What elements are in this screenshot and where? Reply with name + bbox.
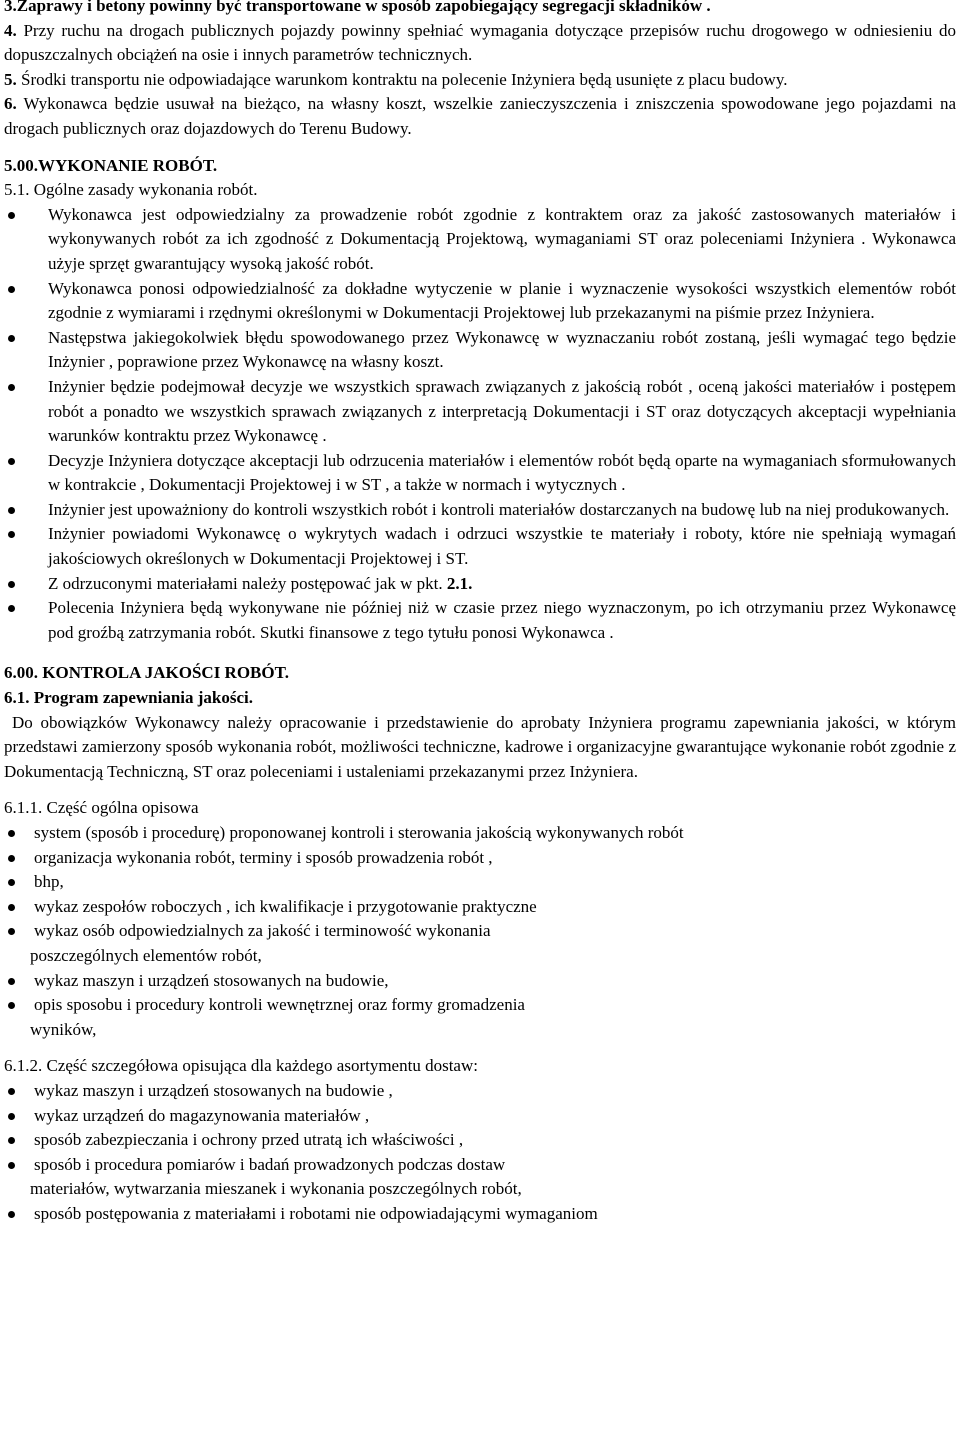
list-item: [0, 1128, 960, 1153]
list-item-text: bhp,: [34, 872, 64, 892]
list-item-text: sposób postępowania z materiałami i robotami nie odpowiadającymi wymaganiom: [34, 1203, 598, 1223]
general-description-list: [0, 821, 960, 944]
list-item-text: organizacja wykonania robót, terminy i sposób prowadzenia robót ,: [34, 847, 493, 867]
list-item: [0, 522, 960, 571]
bullet-icon: [8, 855, 15, 862]
paragraph-5-number: 5.: [4, 69, 17, 89]
list-item-continuation: poszczególnych elementów robót,: [30, 945, 262, 965]
section-5-1-subheading: 5.1. Ogólne zasady wykonania robót.: [4, 180, 258, 200]
list-item-text: wykaz urządzeń do magazynowania materiałów ,: [34, 1105, 370, 1125]
paragraph-4-text: Przy ruchu na drogach publicznych pojazdy powinny spełniać wymagania dotyczące przepisów ruchu drogowego w odniesieniu do dopuszczalnych obciążeń na osie i innych parametrów technicznych.: [4, 20, 956, 65]
section-6-1-2-subheading: 6.1.2. Część szczegółowa opisująca dla każdego asortymentu dostaw:: [4, 1056, 478, 1076]
list-item-continuation: wyników,: [30, 1019, 97, 1039]
bullet-icon: [8, 605, 15, 612]
list-item: [0, 326, 960, 375]
spacer: [0, 645, 960, 661]
paragraph-5: [0, 68, 960, 93]
list-item-text: sposób zabezpieczania i ochrony przed utratą ich właściwości ,: [34, 1130, 464, 1150]
detailed-description-list-continued: [0, 1202, 960, 1227]
list-item-text: wykaz maszyn i urządzeń stosowanych na budowie ,: [34, 1080, 393, 1100]
list-item-text: wykaz maszyn i urządzeń stosowanych na budowie,: [34, 970, 389, 990]
list-item-text: Inżynier powiadomi Wykonawcę o wykrytych wadach i odrzuci wszystkie te materiały i roboty, które nie spełniają wymagań jakościowych określonych w Dokumentacji Projektowej i ST.: [48, 524, 956, 569]
section-reference: 2.1.: [446, 573, 473, 593]
list-item-continuation: materiałów, wytwarzania mieszanek i wykonania poszczególnych robót,: [30, 1179, 522, 1199]
bullet-icon: [8, 335, 15, 342]
list-item: [0, 375, 960, 449]
bullet-icon: [8, 1211, 15, 1218]
paragraph-4: [0, 19, 960, 68]
paragraph-6-number: 6.: [4, 94, 17, 114]
bullet-icon: [8, 1137, 15, 1144]
list-item-text: Wykonawca jest odpowiedzialny za prowadzenie robót zgodnie z kontraktem oraz za jakość zastosowanych materiałów i wykonywanych robót za ich zgodność z Dokumentacją Projektową, wymaganiami ST oraz poleceniami Inżyniera . Wykonawca użyje sprzęt gwarantujący wysoką jakość robót.: [48, 204, 956, 273]
list-item-text: Polecenia Inżyniera będą wykonywane nie później niż w czasie przez niego wyznaczonym, po ich otrzymaniu przez Wykonawcę pod groźbą zatrzymania robót. Skutki finansowe z tego tytułu ponosi Wykonawca .: [48, 598, 956, 642]
list-item-text: sposób i procedura pomiarów i badań prowadzonych podczas dostaw: [34, 1154, 506, 1174]
list-item-text: Inżynier jest upoważniony do kontroli wszystkich robót i kontroli materiałów dostarczanych na budowę lub na niej produkowanych.: [48, 499, 950, 519]
spacer: [0, 1042, 960, 1054]
bullet-icon: [8, 1088, 15, 1095]
bullet-icon: [8, 904, 15, 911]
paragraph-6: [0, 92, 960, 141]
paragraph-3: 3.Zaprawy i betony powinny być transportowane w sposób zapobiegający segregacji składników .: [4, 0, 711, 15]
section-6-heading: 6.00. KONTROLA JAKOŚCI ROBÓT.: [4, 663, 289, 683]
section-6-1-intro: Do obowiązków Wykonawcy należy opracowanie i przedstawienie do aprobaty Inżyniera programu zapewniania jakości, w którym przedstawi zamierzony sposób wykonania robót, możliwości techniczne, kadrowe i organizacyjne gwarantujące wykonanie robót zgodnie z Dokumentacją Techniczną, ST oraz poleceniami i ustaleniami przekazanymi przez Inżyniera.: [4, 712, 956, 781]
list-item: [0, 870, 960, 895]
bullet-icon: [8, 1162, 15, 1169]
list-item-text: opis sposobu i procedury kontroli wewnętrznej oraz formy gromadzenia: [34, 995, 525, 1015]
list-item: [0, 1079, 960, 1104]
list-item-text: system (sposób i procedurę) proponowanej kontroli i sterowania jakością wykonywanych robót: [34, 823, 684, 842]
list-item-text: Wykonawca ponosi odpowiedzialność za dokładne wytyczenie w planie i wyznaczenie wysokości wszystkich elementów robót zgodnie z wymiarami i rzędnymi określonymi w Dokumentacji Projektowej lub przekazanymi na piśmie przez Inżyniera.: [48, 278, 956, 323]
list-item-text: Z odrzuconymi materiałami należy postępować jak w pkt.: [48, 573, 447, 593]
list-item: [0, 596, 960, 645]
spacer: [0, 784, 960, 796]
general-description-list-continued: [0, 969, 960, 1018]
bullet-icon: [8, 928, 15, 935]
bullet-icon: [8, 581, 15, 588]
list-item: [0, 203, 960, 277]
list-item: [0, 821, 960, 846]
list-item: [0, 449, 960, 498]
bullet-icon: [8, 384, 15, 391]
list-item: [0, 969, 960, 994]
list-item: [0, 993, 960, 1018]
bullet-icon: [8, 458, 15, 465]
bullet-icon: [8, 1113, 15, 1120]
section-5-heading: 5.00.WYKONANIE ROBÓT.: [4, 155, 218, 175]
bullet-icon: [8, 879, 15, 886]
list-item-text: wykaz zespołów roboczych , ich kwalifikacje i przygotowanie praktyczne: [34, 896, 537, 916]
paragraph-5-text: Środki transportu nie odpowiadające warunkom kontraktu na polecenie Inżyniera będą usunięte z placu budowy.: [16, 69, 788, 89]
bullet-icon: [8, 1002, 15, 1009]
list-item: [0, 1153, 960, 1178]
bullet-icon: [8, 286, 15, 293]
list-item-text: Inżynier będzie podejmował decyzje we wszystkich sprawach związanych z jakością robót , oceną jakości materiałów i postępem robót a ponadto we wszystkich sprawach związanych z interpretacją Dokumentacji i ST oraz dotyczących akceptacji wypełniania warunków kontraktu przez Wykonawcę .: [48, 376, 956, 446]
section-6-1-1-subheading: 6.1.1. Część ogólna opisowa: [4, 798, 199, 818]
list-item: [0, 572, 960, 597]
list-item: [0, 1202, 960, 1227]
bullet-icon: [8, 507, 15, 514]
detailed-description-list: [0, 1079, 960, 1177]
bullet-icon: [8, 212, 15, 219]
list-item-text: Następstwa jakiegokolwiek błędu spowodowanego przez Wykonawcę w wyznaczaniu robót zostaną, jeśli wymagać tego będzie Inżynier , poprawione przez Wykonawcę na własny koszt.: [48, 327, 956, 372]
section-5-bullet-list: [0, 203, 960, 646]
list-item: [0, 846, 960, 871]
paragraph-4-number: 4.: [4, 20, 17, 40]
list-item-text: wykaz osób odpowiedzialnych za jakość i terminowość wykonania: [34, 921, 491, 941]
section-6-1-subheading: 6.1. Program zapewniania jakości.: [4, 688, 254, 708]
bullet-icon: [8, 978, 15, 985]
list-item: [0, 919, 960, 944]
bullet-icon: [8, 830, 15, 837]
list-item: [0, 1104, 960, 1129]
paragraph-6-text: Wykonawca będzie usuwał na bieżąco, na własny koszt, wszelkie zanieczyszczenia i zniszczenia spowodowane jego pojazdami na drogach publicznych oraz dojazdowych do Terenu Budowy.: [4, 94, 956, 138]
list-item: [0, 277, 960, 326]
bullet-icon: [8, 531, 15, 538]
list-item-text: Decyzje Inżyniera dotyczące akceptacji lub odrzucenia materiałów i elementów robót będą oparte na wymaganiach sformułowanych w kontrakcie , Dokumentacji Projektowej i w ST , a także w normach i wytycznych .: [48, 450, 956, 495]
spacer: [0, 142, 960, 154]
list-item: [0, 895, 960, 920]
list-item: [0, 498, 960, 523]
